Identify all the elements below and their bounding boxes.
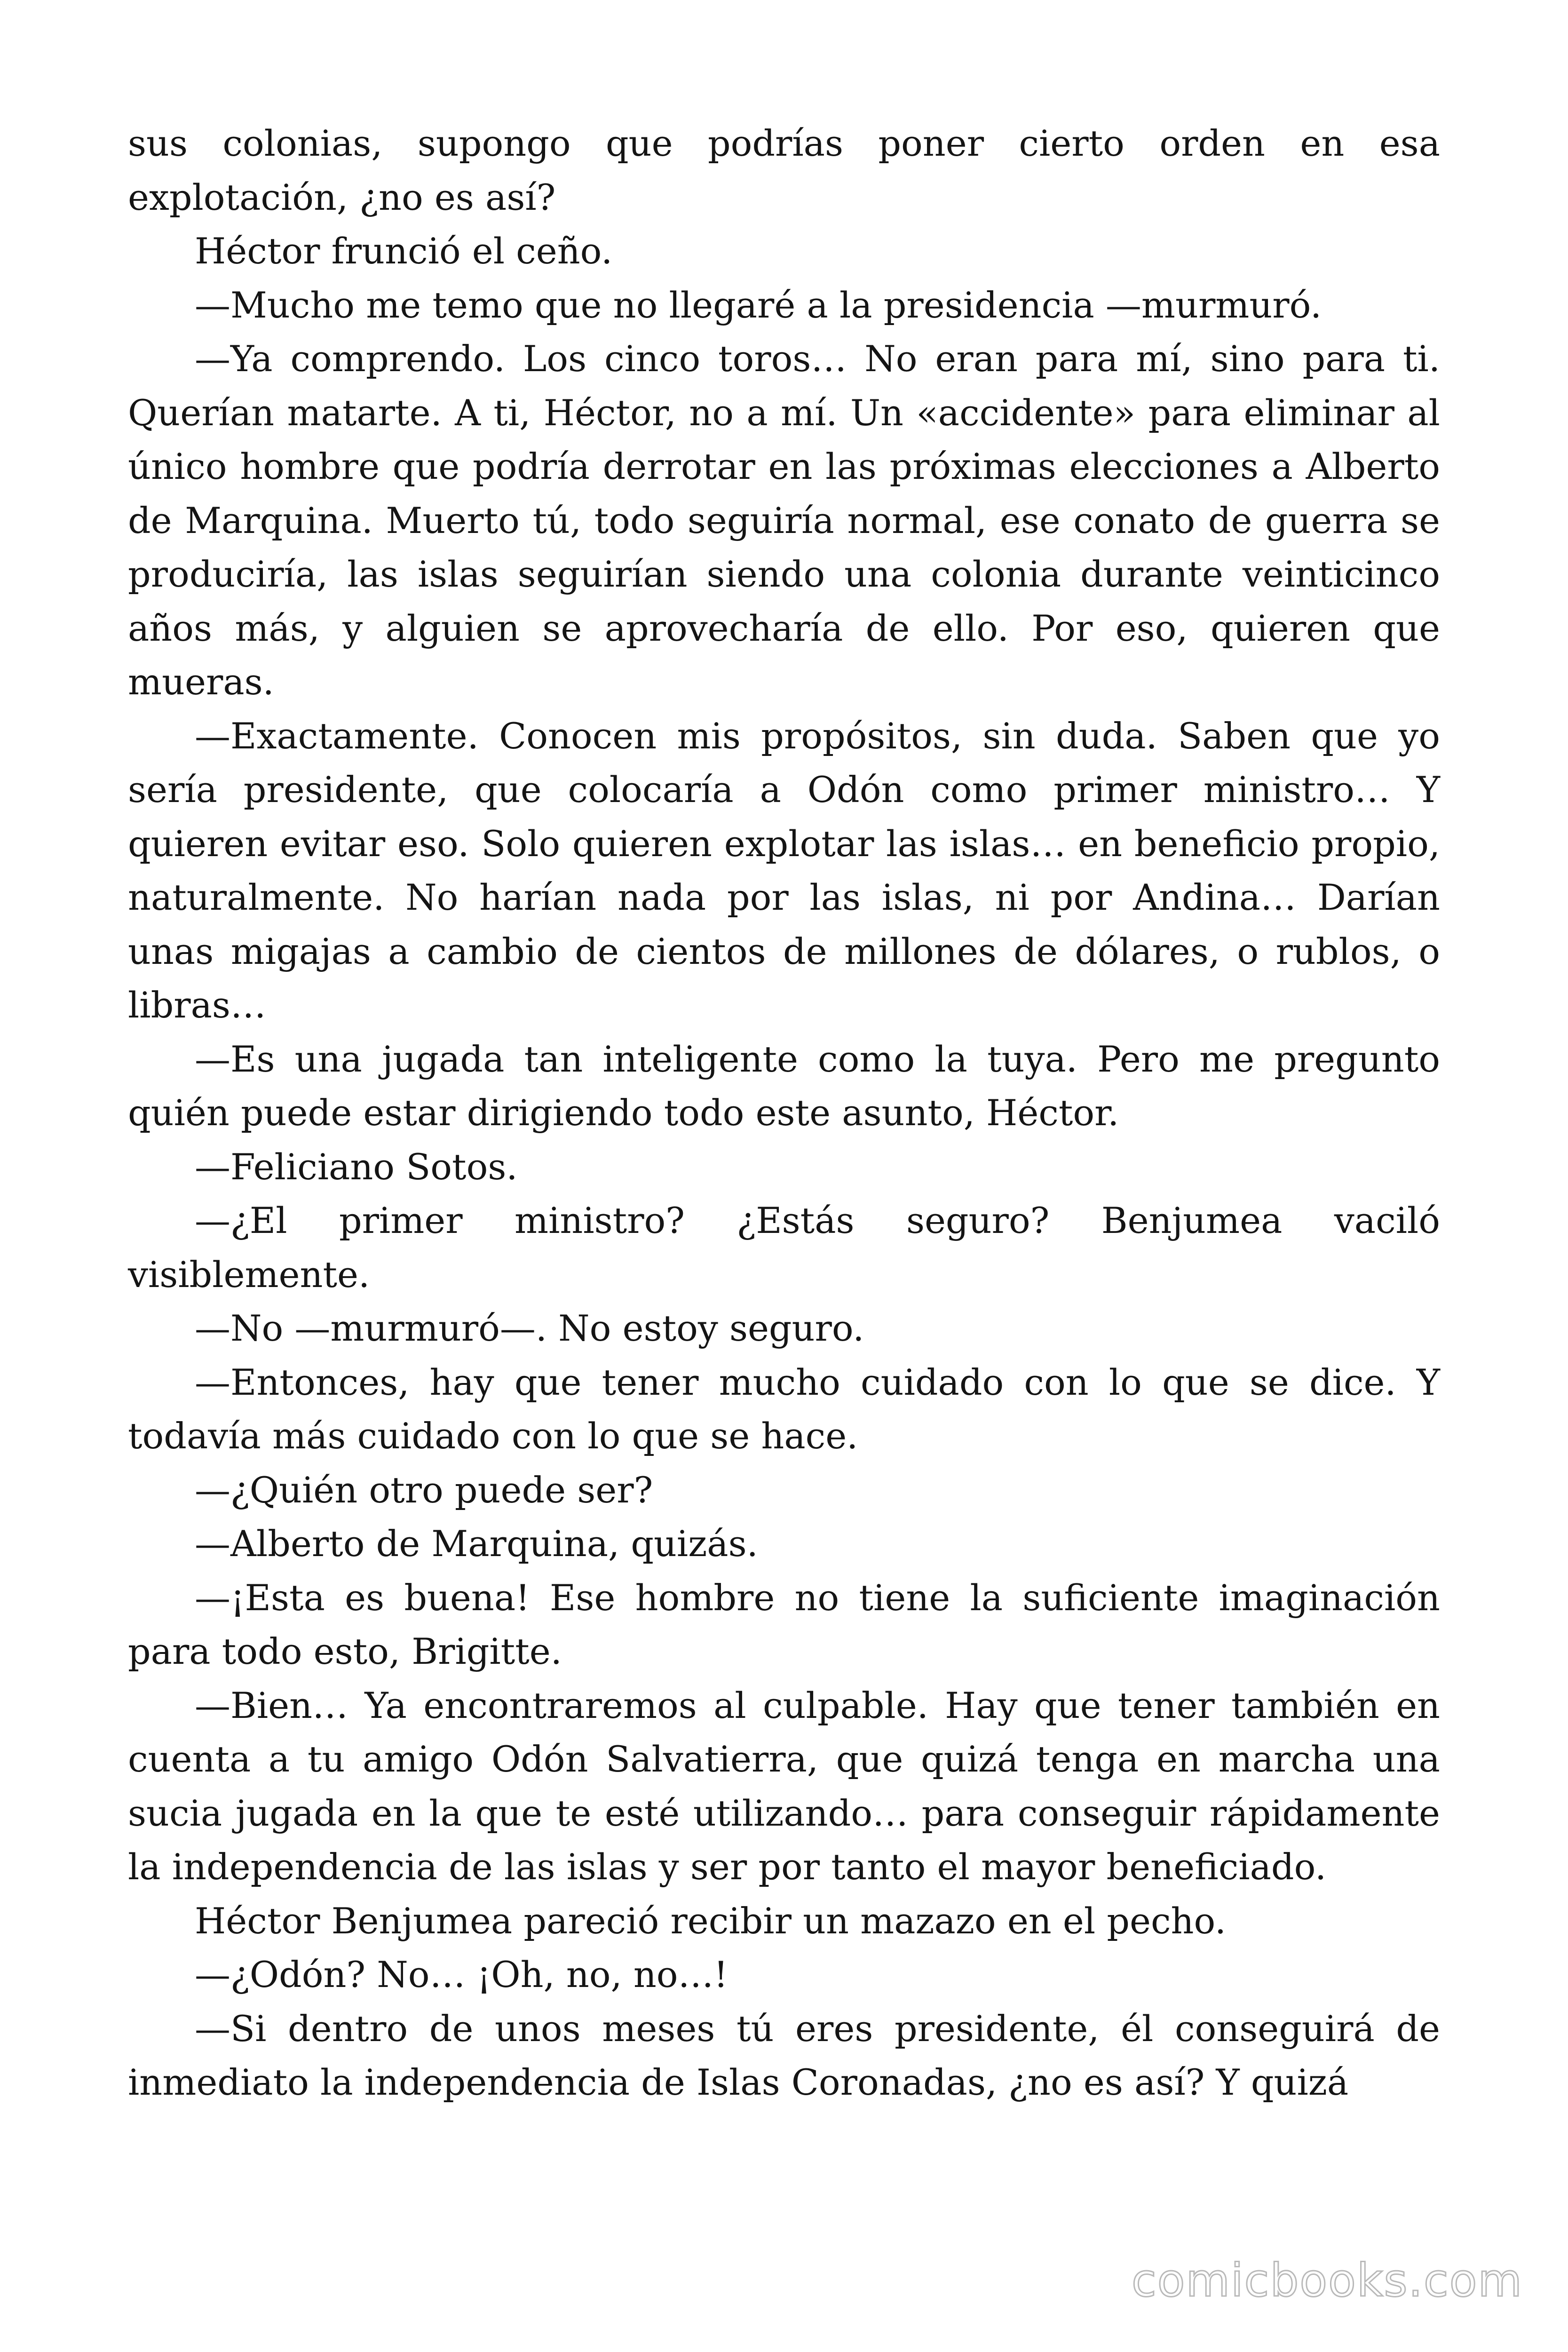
paragraph-2: Héctor frunció el ceño. <box>195 230 613 272</box>
paragraph-1: sus colonias, supongo que podrías poner cierto orden en esa explotación, ¿no es así? <box>128 122 1440 218</box>
watermark-logo: comicbooks.com <box>1131 2254 1523 2307</box>
paragraph-11: —¿Quién otro puede ser? <box>195 1469 653 1511</box>
paragraph-16: —¿Odón? No… ¡Oh, no, no…! <box>195 1954 729 1995</box>
paragraph-5: —Exactamente. Conocen mis propósitos, sin duda. Saben que yo sería presidente, que colocaría a Odón como primer ministro… Y quieren evitar eso. Solo quieren explotar las islas… en beneficio propio, naturalmente. No harían nada por las islas, ni por Andina… Darían unas migajas a cambio de cientos de millones de dólares, o rublos, o libras… <box>128 715 1440 1026</box>
paragraph-12: —Alberto de Marquina, quizás. <box>195 1523 758 1565</box>
paragraph-3: —Mucho me temo que no llegaré a la presidencia —murmuró. <box>195 284 1322 326</box>
paragraph-17: —Si dentro de unos meses tú eres presidente, él conseguirá de inmediato la independencia de Islas Coronadas, ¿no es así? Y quizá <box>128 2007 1440 2103</box>
paragraph-8: —¿El primer ministro? ¿Estás seguro? Benjumea vaciló visiblemente. <box>128 1200 1440 1295</box>
paragraph-6: —Es una jugada tan inteligente como la tuya. Pero me pregunto quién puede estar dirigiendo todo este asunto, Héctor. <box>128 1038 1440 1134</box>
paragraph-4: —Ya comprendo. Los cinco toros… No eran para mí, sino para ti. Querían matarte. A ti, Héctor, no a mí. Un «accidente» para eliminar al único hombre que podría derrotar en las próximas elecciones a Alberto de Marquina. Muerto tú, todo seguiría normal, ese conato de guerra se produciría, las islas seguirían siendo una colonia durante veinticinco años más, y alguien se aprovecharía de ello. Por eso, quieren que mueras. <box>128 338 1440 703</box>
paragraph-7: —Feliciano Sotos. <box>195 1145 518 1188</box>
body-text <box>128 117 1440 2110</box>
paragraph-13: —¡Esta es buena! Ese hombre no tiene la suficiente imaginación para todo esto, Brigitte. <box>128 1576 1440 1672</box>
paragraph-9: —No —murmuró—. No estoy seguro. <box>195 1307 864 1349</box>
paragraph-10: —Entonces, hay que tener mucho cuidado con lo que se dice. Y todavía más cuidado con lo que se hace. <box>128 1361 1440 1457</box>
paragraph-14: —Bien… Ya encontraremos al culpable. Hay que tener también en cuenta a tu amigo Odón Salvatierra, que quizá tenga en marcha una sucia jugada en la que te esté utilizando… para conseguir rápidamente la independencia de las islas y ser por tanto el mayor beneficiado. <box>128 1684 1440 1888</box>
paragraph-15: Héctor Benjumea pareció recibir un mazazo en el pecho. <box>195 1899 1227 1942</box>
